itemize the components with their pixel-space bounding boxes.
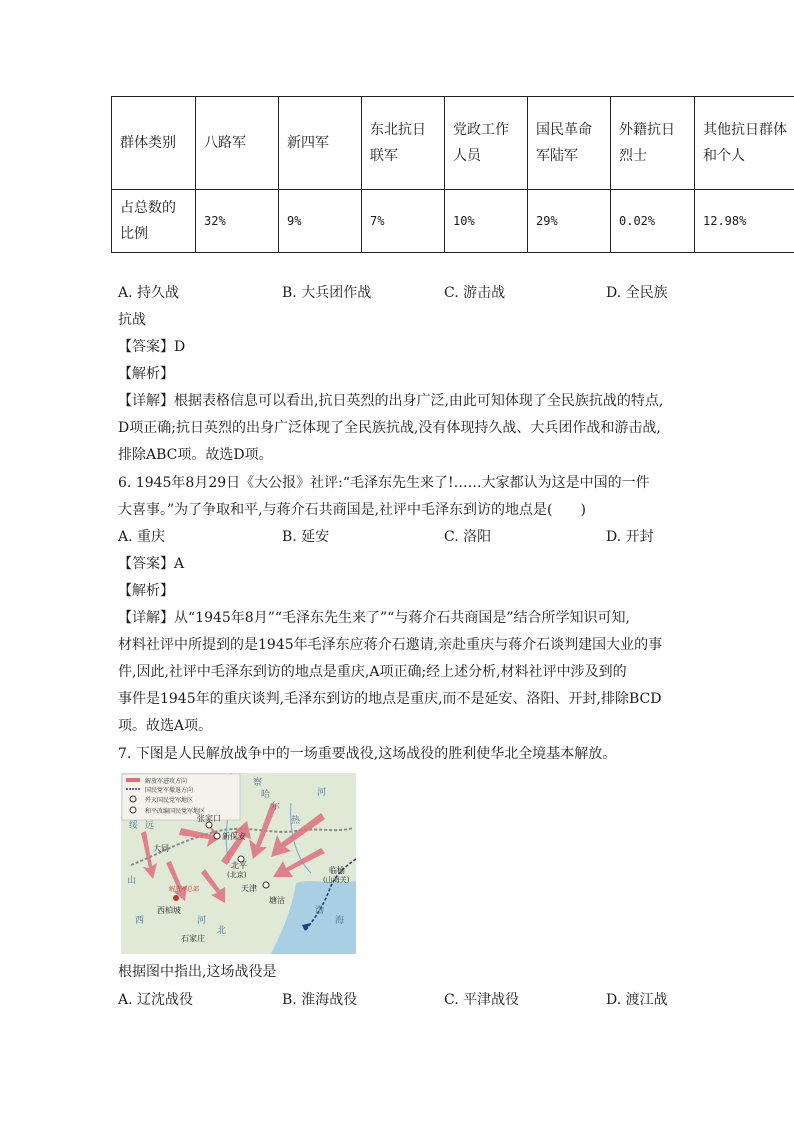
q5-option-b: B. 大兵团作战	[282, 285, 372, 301]
table-cell: 外籍抗日烈士	[611, 97, 695, 190]
q6-answer: 【答案】A	[118, 556, 185, 572]
q7-prompt: 根据图中指出,这场战役是	[118, 964, 277, 980]
region-label: 山	[127, 876, 137, 886]
q5-analysis-label: 【解析】	[118, 366, 174, 382]
q5-option-d-continued: 抗战	[118, 312, 146, 328]
region-label: 尔	[271, 802, 281, 812]
place-label: 西柏坡	[157, 906, 181, 915]
table-cell: 32%	[196, 190, 279, 253]
region-label: 察	[253, 778, 263, 788]
table-cell: 其他抗日群体和个人	[695, 97, 794, 190]
q5-answer: 【答案】D	[118, 339, 186, 355]
table-cell: 新四军	[279, 97, 362, 190]
place-label: 解放军总部	[169, 886, 200, 893]
q6-option-a: A. 重庆	[118, 529, 166, 545]
place-label: 北平	[231, 861, 247, 870]
table-header-row	[112, 97, 794, 190]
table-cell: 7%	[362, 190, 445, 253]
q5-detail-line: 【详解】根据表格信息可以看出,抗日英烈的出身广泛,由此可知体现了全民族抗战的特点,	[118, 393, 664, 409]
q6-option-d: D. 开封	[606, 529, 654, 545]
place-label: 新保安	[222, 832, 246, 841]
q6-detail-line: 材料社评中所提到的是1945年毛泽东应蒋介石邀请,亲赴重庆与蒋介石谈判建国大业的事	[118, 637, 663, 653]
table-cell: 八路军	[196, 97, 279, 190]
legend-label: 和平改编国民党军地区	[145, 808, 206, 815]
place-label: 天津	[241, 884, 257, 893]
region-label: 海	[335, 916, 345, 926]
q7-stem: 7. 下图是人民解放战争中的一场重要战役,这场战役的胜利使华北全境基本解放。	[118, 746, 617, 762]
q6-detail-line: 事件是1945年的重庆谈判,毛泽东到访的地点是重庆,而不是延安、洛阳、开封,排除BCD	[118, 691, 662, 707]
martyrs-table	[111, 96, 794, 253]
q5-option-c: C. 游击战	[444, 285, 506, 301]
table-cell: 党政工作人员	[445, 97, 528, 190]
region-label: 哈	[261, 790, 271, 800]
q7-option-d: D. 渡江战	[606, 992, 668, 1008]
region-label: 西	[135, 916, 145, 926]
legend-swatch-reorganize	[130, 807, 136, 813]
table-cell: 12.98%	[695, 190, 794, 253]
region-label: 河	[197, 916, 207, 926]
table-cell: 占总数的比例	[112, 190, 196, 253]
table-cell: 29%	[528, 190, 611, 253]
table-cell: 国民革命军陆军	[528, 97, 611, 190]
q6-detail-line: 【详解】从“1945年8月”“毛泽东先生来了”“与蒋介石共商国是”结合所学知识可知,	[118, 610, 630, 626]
q7-option-b: B. 淮海战役	[282, 992, 358, 1008]
q7-option-c: C. 平津战役	[444, 992, 520, 1008]
region-label: 北	[217, 926, 227, 936]
table-cell: 10%	[445, 190, 528, 253]
region-label: 渤	[315, 906, 325, 916]
pingjin-campaign-map	[121, 773, 356, 954]
q6-detail-line: 件,因此,社评中毛泽东到访的地点是重庆,A项正确;经上述分析,材料社评中涉及到的	[118, 664, 627, 680]
table-cell: 9%	[279, 190, 362, 253]
city-marker	[263, 882, 269, 888]
place-label: (北京)	[227, 871, 247, 879]
hq-marker	[173, 895, 179, 901]
q6-analysis-label: 【解析】	[118, 583, 174, 599]
q6-stem-line: 大喜事。”为了争取和平,与蒋介石共商国是,社评中毛泽东到访的地点是( )	[118, 502, 586, 518]
place-label: (山海关)	[323, 876, 350, 884]
place-label: 大同	[153, 844, 169, 853]
q5-option-a: A. 持久战	[118, 285, 180, 301]
place-label: 石家庄	[181, 934, 205, 943]
q5-detail-line: D项正确;抗日英烈的出身广泛体现了全民族抗战,没有体现持久战、大兵团作战和游击战,	[118, 420, 661, 436]
place-label: 临榆	[329, 866, 345, 875]
legend-swatch-attack	[126, 778, 140, 782]
q7-option-a: A. 辽沈战役	[118, 992, 194, 1008]
table-cell: 东北抗日联军	[362, 97, 445, 190]
region-label: 远	[145, 821, 155, 831]
q5-detail-line: 排除ABC项。故选D项。	[118, 447, 273, 463]
legend-label: 歼灭国民党军地区	[145, 797, 194, 804]
region-label: 绥	[129, 821, 139, 831]
q5-option-d: D. 全民族	[606, 285, 668, 301]
place-label: 张家口	[197, 814, 221, 823]
city-marker	[214, 833, 220, 839]
q6-option-c: C. 洛阳	[444, 529, 492, 545]
table-row	[112, 190, 794, 253]
q6-stem-line: 6. 1945年8月29日《大公报》社评:“毛泽东先生来了!……大家都认为这是中国的一件	[118, 475, 650, 491]
legend-label: 国民党军撤退方向	[145, 787, 194, 794]
region-label: 河	[317, 788, 327, 798]
legend-label: 解放军进攻方向	[145, 778, 188, 785]
region-label: 热	[291, 816, 301, 826]
q6-detail-line: 项。故选A项。	[118, 718, 213, 734]
q6-option-b: B. 延安	[282, 529, 330, 545]
place-label: 塘沽	[269, 896, 285, 905]
table-cell: 0.02%	[611, 190, 695, 253]
table-cell: 群体类别	[112, 97, 196, 190]
